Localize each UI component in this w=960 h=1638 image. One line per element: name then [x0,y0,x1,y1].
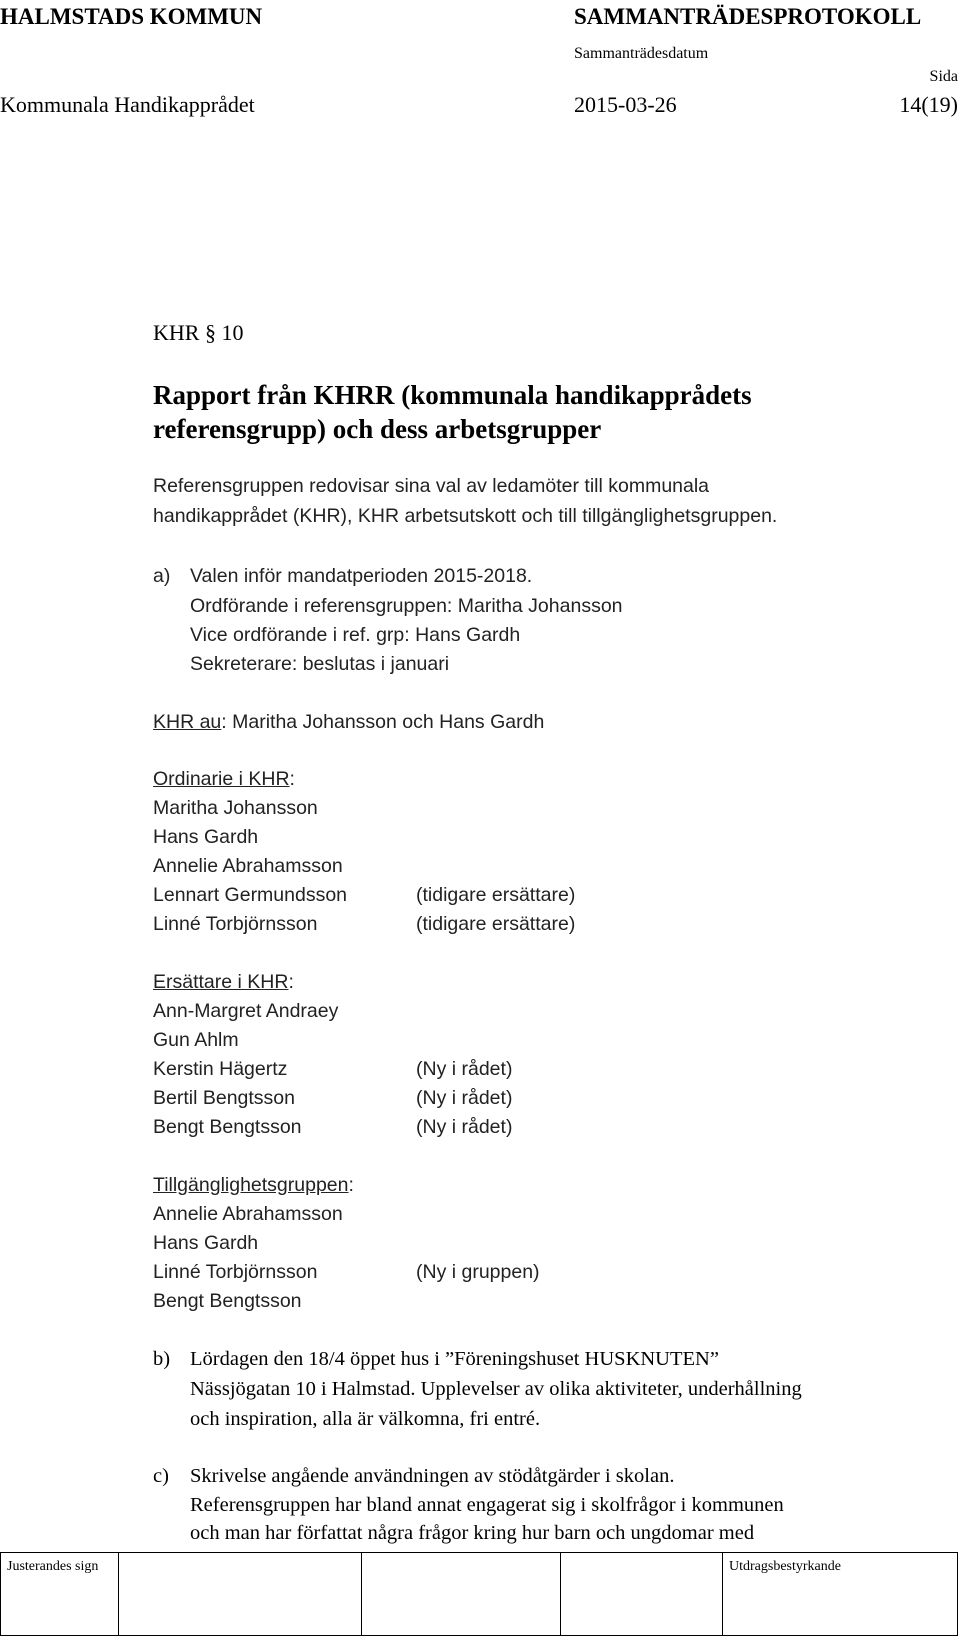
ersattare-heading: Ersättare i KHR: [153,971,294,993]
list-item-note: (tidigare ersättare) [416,913,576,935]
list-item-note: (Ny i rådet) [416,1087,513,1109]
item-a-line1: Valen inför mandatperioden 2015-2018. [190,565,533,587]
page-number: 14(19) [899,92,958,117]
signature-cell [119,1553,362,1636]
khr-au-text: : Maritha Johansson och Hans Gardh [221,711,545,733]
ordinarie-label: Ordinarie i KHR [153,768,290,790]
signature-table [0,1552,958,1636]
item-c-line3: och man har författat några frågor kring hur barn och ungdomar med [190,1522,755,1544]
list-item: Annelie Abrahamsson [153,1203,343,1225]
signature-cell [561,1553,723,1636]
item-b-line1: Lördagen den 18/4 öppet hus i ”Föreningshuset HUSKNUTEN” [190,1348,719,1370]
page-label: Sida [929,68,958,85]
item-c-marker: c) [153,1465,169,1487]
utdragsbestyrkande-label: Utdragsbestyrkande [729,1559,841,1574]
list-item: Linné Torbjörnsson [153,913,318,935]
meeting-date: 2015-03-26 [574,92,677,117]
item-c-line2: Referensgruppen har bland annat engagerat sig i skolfrågor i kommunen [190,1494,784,1516]
org-name: HALMSTADS KOMMUN [0,4,263,29]
khr-au-label: KHR au [153,711,222,733]
justerandes-sign-label: Justerandes sign [7,1559,99,1574]
doc-type: SAMMANTRÄDESPROTOKOLL [574,4,922,29]
section-title-line1: Rapport från KHRR (kommunala handikapprådets [153,380,752,410]
list-item-note: (Ny i gruppen) [416,1261,540,1283]
section-title-line2: referensgrupp) och dess arbetsgrupper [153,414,602,444]
list-item: Bengt Bengtsson [153,1290,302,1312]
utdragsbestyrkande-cell [723,1553,958,1636]
list-item: Ann-Margret Andraey [153,1000,339,1022]
list-item: Kerstin Hägertz [153,1058,288,1080]
item-a-line4: Sekreterare: beslutas i januari [190,653,450,675]
list-item: Maritha Johansson [153,797,318,819]
justerandes-sign-cell [1,1553,119,1636]
list-item: Bertil Bengtsson [153,1087,295,1109]
intro-line2: handikapprådet (KHR), KHR arbetsutskott och till tillgänglighetsgruppen. [153,505,778,527]
item-a-marker: a) [153,565,171,587]
list-item: Gun Ahlm [153,1029,239,1051]
item-b-line2: Nässjögatan 10 i Halmstad. Upplevelser av olika aktiviteter, underhållning [190,1378,802,1400]
item-a-line3: Vice ordförande i ref. grp: Hans Gardh [190,624,521,646]
item-c-line1: Skrivelse angående användningen av stödåtgärder i skolan. [190,1465,675,1487]
list-item-note: (tidigare ersättare) [416,884,576,906]
khr-au-line [153,711,544,734]
date-label: Sammanträdesdatum [574,45,709,62]
list-item: Linné Torbjörnsson [153,1261,318,1283]
list-item-note: (Ny i rådet) [416,1116,513,1138]
intro-line1: Referensgruppen redovisar sina val av ledamöter till kommunala [153,475,710,497]
ersattare-label: Ersättare i KHR [153,971,289,993]
list-item: Lennart Germundsson [153,884,348,906]
signature-cell [362,1553,561,1636]
item-a-line2: Ordförande i referensgruppen: Maritha Johansson [190,595,623,617]
list-item: Hans Gardh [153,826,259,848]
ordinarie-heading: Ordinarie i KHR: [153,768,295,790]
item-b-marker: b) [153,1348,171,1370]
list-item: Bengt Bengtsson [153,1116,302,1138]
list-item-note: (Ny i rådet) [416,1058,513,1080]
list-item: Annelie Abrahamsson [153,855,343,877]
body-name: Kommunala Handikapprådet [0,92,255,117]
list-item: Hans Gardh [153,1232,259,1254]
section-number: KHR § 10 [153,320,244,345]
item-b-line3: och inspiration, alla är välkomna, fri entré. [190,1408,541,1430]
tillganglighet-heading: Tillgänglighetsgruppen: [153,1174,354,1196]
tillganglighet-label: Tillgänglighetsgruppen [153,1174,349,1196]
